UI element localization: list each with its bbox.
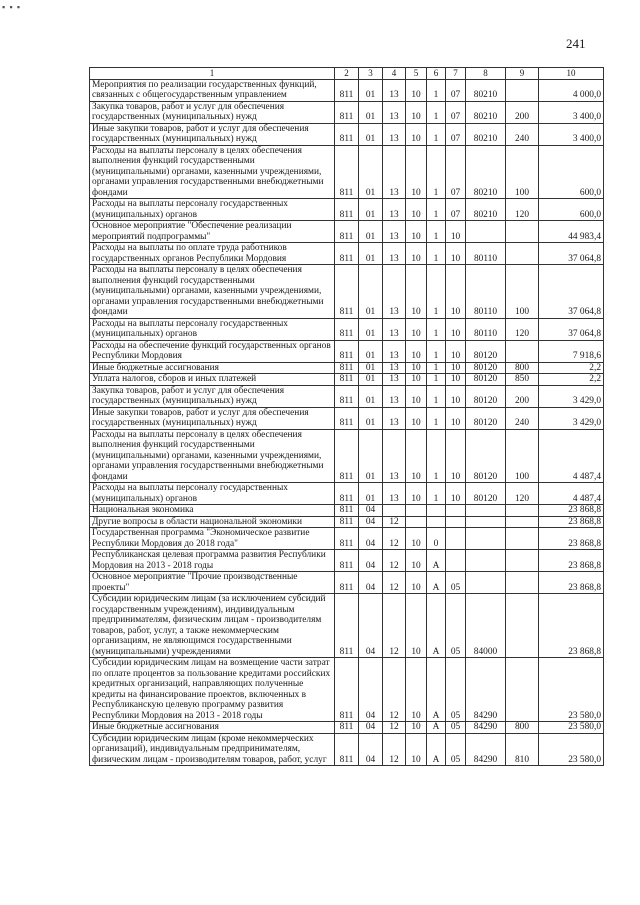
code-cell: 12 — [383, 516, 406, 528]
code-cell: 10 — [406, 199, 427, 221]
table-row — [90, 722, 604, 734]
code-cell — [466, 505, 506, 517]
row-name: Закупка товаров, работ и услуг для обеспечения государственных (муниципальных) нужд — [90, 385, 335, 407]
row-name: Закупка товаров, работ и услуг для обеспечения государственных (муниципальных) нужд — [90, 101, 335, 123]
page-number: 241 — [566, 36, 586, 51]
code-cell: 10 — [406, 265, 427, 319]
code-cell: 04 — [359, 572, 383, 594]
code-cell: 10 — [406, 407, 427, 429]
code-cell: 10 — [406, 79, 427, 101]
row-name: Иные закупки товаров, работ и услуг для обеспечения государственных (муниципальных) нужд — [90, 123, 335, 145]
code-cell — [506, 550, 539, 572]
code-cell: 13 — [383, 221, 406, 243]
code-cell — [506, 79, 539, 101]
amount-cell: 23 580,0 — [539, 722, 604, 734]
table-row — [90, 528, 604, 550]
table-row — [90, 483, 604, 505]
amount-cell: 23 580,0 — [539, 733, 604, 766]
code-cell: 1 — [427, 199, 446, 221]
code-cell: 10 — [446, 483, 466, 505]
amount-cell: 3 400,0 — [539, 123, 604, 145]
header-cell: 8 — [466, 68, 506, 80]
code-cell: 12 — [383, 722, 406, 734]
code-cell: 13 — [383, 243, 406, 265]
code-cell: 1 — [427, 374, 446, 386]
code-cell — [446, 550, 466, 572]
code-cell: 07 — [446, 123, 466, 145]
table-row — [90, 505, 604, 517]
code-cell: 10 — [406, 374, 427, 386]
code-cell: 811 — [335, 362, 359, 374]
code-cell: 04 — [359, 505, 383, 517]
table-row — [90, 243, 604, 265]
code-cell: 811 — [335, 505, 359, 517]
code-cell: 84290 — [466, 658, 506, 722]
header-cell: 5 — [406, 68, 427, 80]
code-cell: 10 — [406, 221, 427, 243]
code-cell: 811 — [335, 385, 359, 407]
code-cell: 01 — [359, 340, 383, 362]
amount-cell: 2,2 — [539, 374, 604, 386]
code-cell: 10 — [446, 407, 466, 429]
code-cell: 120 — [506, 199, 539, 221]
code-cell — [506, 516, 539, 528]
row-name: Субсидии юридическим лицам (за исключением субсидий государственным учреждениям), индивидуальным предпринимателям, физическим лицам - производителям товаров, работ, услуг, а также некоммерческим организациям, не являющимся государственными (муниципальными) учреждениями — [90, 594, 335, 658]
amount-cell: 600,0 — [539, 145, 604, 199]
code-cell: 811 — [335, 429, 359, 483]
code-cell: 12 — [383, 594, 406, 658]
code-cell: 13 — [383, 79, 406, 101]
code-cell: 13 — [383, 385, 406, 407]
row-name: Иные закупки товаров, работ и услуг для обеспечения государственных (муниципальных) нужд — [90, 407, 335, 429]
row-name: Расходы на выплаты персоналу государственных (муниципальных) органов — [90, 199, 335, 221]
code-cell: 80120 — [466, 374, 506, 386]
code-cell: 01 — [359, 145, 383, 199]
code-cell: 04 — [359, 516, 383, 528]
code-cell: 811 — [335, 340, 359, 362]
code-cell: 80120 — [466, 362, 506, 374]
code-cell: 12 — [383, 658, 406, 722]
row-name: Субсидии юридическим лицам на возмещение части затрат по оплате процентов за пользование кредитами российских кредитных организаций, направляющих полученные кредиты на финансирование проектов, включенных в Республиканскую целевую программу развития Республики Мордовия на 2013 - 2018 годы — [90, 658, 335, 722]
code-cell: 80120 — [466, 340, 506, 362]
code-cell: 100 — [506, 265, 539, 319]
code-cell: 10 — [406, 550, 427, 572]
code-cell: 10 — [446, 243, 466, 265]
code-cell: 10 — [406, 362, 427, 374]
code-cell: А — [427, 550, 446, 572]
code-cell: 10 — [406, 385, 427, 407]
code-cell: 84000 — [466, 594, 506, 658]
code-cell: 10 — [406, 483, 427, 505]
code-cell: 10 — [446, 362, 466, 374]
code-cell: 10 — [406, 594, 427, 658]
code-cell: 80210 — [466, 199, 506, 221]
table-row — [90, 572, 604, 594]
table-row — [90, 550, 604, 572]
code-cell: 01 — [359, 429, 383, 483]
code-cell: 01 — [359, 374, 383, 386]
amount-cell: 3 429,0 — [539, 385, 604, 407]
row-name: Основное мероприятие "Обеспечение реализации мероприятий подпрограммы" — [90, 221, 335, 243]
code-cell: 80120 — [466, 407, 506, 429]
table-row — [90, 374, 604, 386]
table-body — [90, 68, 604, 766]
table-row — [90, 594, 604, 658]
code-cell: 10 — [406, 145, 427, 199]
corner-marks: ▪ ▪ ▪ — [2, 2, 22, 12]
code-cell — [506, 243, 539, 265]
code-cell: 240 — [506, 123, 539, 145]
code-cell: 10 — [406, 243, 427, 265]
code-cell: 01 — [359, 101, 383, 123]
code-cell: 04 — [359, 550, 383, 572]
code-cell — [427, 516, 446, 528]
row-name: Расходы на выплаты персоналу в целях обеспечения выполнения функций государственными (муниципальными) органами, казенными учреждениями, органами управления государственными внебюджетными фондами — [90, 145, 335, 199]
code-cell: 850 — [506, 374, 539, 386]
code-cell: 811 — [335, 221, 359, 243]
row-name: Республиканская целевая программа развития Республики Мордовия на 2013 - 2018 годы — [90, 550, 335, 572]
code-cell: А — [427, 572, 446, 594]
code-cell: 100 — [506, 429, 539, 483]
row-name: Национальная экономика — [90, 505, 335, 517]
amount-cell: 4 487,4 — [539, 483, 604, 505]
row-name: Расходы на выплаты по оплате труда работников государственных органов Республики Мордовия — [90, 243, 335, 265]
table-row — [90, 123, 604, 145]
code-cell: 811 — [335, 101, 359, 123]
header-cell: 10 — [539, 68, 604, 80]
code-cell: 10 — [446, 385, 466, 407]
amount-cell: 23 868,8 — [539, 594, 604, 658]
amount-cell: 2,2 — [539, 362, 604, 374]
code-cell: 10 — [406, 722, 427, 734]
code-cell: 200 — [506, 385, 539, 407]
header-cell: 3 — [359, 68, 383, 80]
code-cell: 1 — [427, 340, 446, 362]
code-cell — [466, 516, 506, 528]
code-cell: 10 — [406, 101, 427, 123]
code-cell: 811 — [335, 243, 359, 265]
code-cell: 810 — [506, 733, 539, 766]
code-cell: 800 — [506, 722, 539, 734]
code-cell: 07 — [446, 199, 466, 221]
code-cell: 05 — [446, 722, 466, 734]
code-cell: 12 — [383, 528, 406, 550]
row-name: Уплата налогов, сборов и иных платежей — [90, 374, 335, 386]
code-cell: 80110 — [466, 265, 506, 319]
code-cell — [466, 528, 506, 550]
code-cell: 811 — [335, 318, 359, 340]
code-cell: 04 — [359, 594, 383, 658]
row-name: Расходы на выплаты персоналу в целях обеспечения выполнения функций государственными (муниципальными) органами, казенными учреждениями, органами управления государственными внебюджетными фондами — [90, 429, 335, 483]
code-cell: 1 — [427, 429, 446, 483]
code-cell: 811 — [335, 528, 359, 550]
code-cell: 84290 — [466, 722, 506, 734]
code-cell: 13 — [383, 340, 406, 362]
code-cell: 80120 — [466, 483, 506, 505]
code-cell — [506, 572, 539, 594]
code-cell: 811 — [335, 123, 359, 145]
code-cell: 10 — [446, 340, 466, 362]
code-cell: 1 — [427, 243, 446, 265]
code-cell: 811 — [335, 199, 359, 221]
code-cell — [466, 221, 506, 243]
code-cell: 1 — [427, 407, 446, 429]
code-cell: 10 — [406, 528, 427, 550]
code-cell — [466, 572, 506, 594]
amount-cell: 37 064,8 — [539, 243, 604, 265]
code-cell: 80110 — [466, 318, 506, 340]
code-cell: 01 — [359, 265, 383, 319]
code-cell: 811 — [335, 733, 359, 766]
table-row — [90, 318, 604, 340]
code-cell: 13 — [383, 265, 406, 319]
amount-cell: 37 064,8 — [539, 265, 604, 319]
code-cell: 1 — [427, 483, 446, 505]
code-cell: 80210 — [466, 145, 506, 199]
code-cell: 811 — [335, 407, 359, 429]
code-cell — [446, 505, 466, 517]
code-cell: 1 — [427, 362, 446, 374]
amount-cell: 23 580,0 — [539, 658, 604, 722]
code-cell: 811 — [335, 594, 359, 658]
code-cell: 10 — [406, 658, 427, 722]
code-cell: 13 — [383, 199, 406, 221]
table-row — [90, 221, 604, 243]
code-cell: 1 — [427, 101, 446, 123]
code-cell: 05 — [446, 594, 466, 658]
amount-cell: 600,0 — [539, 199, 604, 221]
table-row — [90, 658, 604, 722]
table-row — [90, 79, 604, 101]
code-cell: А — [427, 594, 446, 658]
code-cell — [406, 516, 427, 528]
code-cell: 80120 — [466, 429, 506, 483]
code-cell: 04 — [359, 528, 383, 550]
code-cell: 811 — [335, 265, 359, 319]
table-row — [90, 199, 604, 221]
code-cell: 10 — [406, 318, 427, 340]
code-cell: 13 — [383, 407, 406, 429]
code-cell: 07 — [446, 101, 466, 123]
code-cell: 01 — [359, 79, 383, 101]
code-cell: 811 — [335, 658, 359, 722]
code-cell: 1 — [427, 385, 446, 407]
code-cell — [406, 505, 427, 517]
header-cell: 1 — [90, 68, 335, 80]
row-name: Иные бюджетные ассигнования — [90, 722, 335, 734]
code-cell — [446, 528, 466, 550]
code-cell: 01 — [359, 318, 383, 340]
row-name: Расходы на выплаты персоналу в целях обеспечения выполнения функций государственными (муниципальными) органами, казенными учреждениями, органами управления государственными внебюджетными фондами — [90, 265, 335, 319]
code-cell: 13 — [383, 101, 406, 123]
table-header-row — [90, 68, 604, 80]
table-row — [90, 362, 604, 374]
header-cell: 4 — [383, 68, 406, 80]
code-cell: 84290 — [466, 733, 506, 766]
code-cell: 04 — [359, 658, 383, 722]
row-name: Расходы на обеспечение функций государственных органов Республики Мордовия — [90, 340, 335, 362]
header-cell: 9 — [506, 68, 539, 80]
amount-cell: 23 868,8 — [539, 572, 604, 594]
table-row — [90, 385, 604, 407]
code-cell: 05 — [446, 733, 466, 766]
code-cell — [506, 505, 539, 517]
code-cell: 01 — [359, 362, 383, 374]
code-cell: 10 — [406, 733, 427, 766]
code-cell: 120 — [506, 318, 539, 340]
code-cell: 01 — [359, 243, 383, 265]
amount-cell: 44 983,4 — [539, 221, 604, 243]
amount-cell: 7 918,6 — [539, 340, 604, 362]
code-cell: 811 — [335, 516, 359, 528]
code-cell: 01 — [359, 123, 383, 145]
code-cell: 240 — [506, 407, 539, 429]
code-cell: 1 — [427, 145, 446, 199]
table-row — [90, 407, 604, 429]
code-cell: 13 — [383, 145, 406, 199]
code-cell: 120 — [506, 483, 539, 505]
amount-cell: 4 487,4 — [539, 429, 604, 483]
code-cell: 10 — [446, 221, 466, 243]
code-cell: 0 — [427, 528, 446, 550]
code-cell: 10 — [406, 123, 427, 145]
code-cell: 12 — [383, 550, 406, 572]
code-cell: 10 — [446, 374, 466, 386]
code-cell — [506, 594, 539, 658]
table-row — [90, 340, 604, 362]
code-cell: 13 — [383, 318, 406, 340]
code-cell: А — [427, 722, 446, 734]
table-row — [90, 101, 604, 123]
code-cell: 04 — [359, 722, 383, 734]
amount-cell: 37 064,8 — [539, 318, 604, 340]
code-cell: 04 — [359, 733, 383, 766]
code-cell: А — [427, 658, 446, 722]
code-cell: 1 — [427, 79, 446, 101]
code-cell: 01 — [359, 483, 383, 505]
amount-cell: 4 000,0 — [539, 79, 604, 101]
code-cell: 10 — [446, 318, 466, 340]
code-cell: 10 — [406, 572, 427, 594]
code-cell: 811 — [335, 722, 359, 734]
code-cell: 10 — [446, 429, 466, 483]
amount-cell: 23 868,8 — [539, 550, 604, 572]
code-cell — [383, 505, 406, 517]
table-row — [90, 265, 604, 319]
row-name: Субсидии юридическим лицам (кроме некоммерческих организаций), индивидуальным предпринимателям, физическим лицам - производителям товаров, работ, услуг — [90, 733, 335, 766]
budget-table — [89, 67, 604, 766]
code-cell — [427, 505, 446, 517]
code-cell: 811 — [335, 572, 359, 594]
code-cell: 100 — [506, 145, 539, 199]
code-cell: 80210 — [466, 79, 506, 101]
code-cell: 800 — [506, 362, 539, 374]
code-cell: 12 — [383, 733, 406, 766]
row-name: Другие вопросы в области национальной экономики — [90, 516, 335, 528]
code-cell: 80210 — [466, 101, 506, 123]
code-cell: 80210 — [466, 123, 506, 145]
row-name: Расходы на выплаты персоналу государственных (муниципальных) органов — [90, 318, 335, 340]
amount-cell: 23 868,8 — [539, 505, 604, 517]
code-cell: 13 — [383, 362, 406, 374]
row-name: Государственная программа "Экономическое развитие Республики Мордовия до 2018 года" — [90, 528, 335, 550]
code-cell: 200 — [506, 101, 539, 123]
code-cell: 10 — [406, 340, 427, 362]
amount-cell: 23 868,8 — [539, 516, 604, 528]
row-name: Расходы на выплаты персоналу государственных (муниципальных) органов — [90, 483, 335, 505]
code-cell: 811 — [335, 79, 359, 101]
code-cell: 13 — [383, 123, 406, 145]
code-cell: 811 — [335, 550, 359, 572]
table-row — [90, 516, 604, 528]
code-cell — [506, 658, 539, 722]
amount-cell: 23 868,8 — [539, 528, 604, 550]
code-cell — [506, 221, 539, 243]
code-cell: 10 — [406, 429, 427, 483]
code-cell: 01 — [359, 385, 383, 407]
code-cell: 05 — [446, 658, 466, 722]
code-cell: 05 — [446, 572, 466, 594]
header-cell: 7 — [446, 68, 466, 80]
header-cell: 6 — [427, 68, 446, 80]
table-row — [90, 145, 604, 199]
code-cell: 13 — [383, 429, 406, 483]
row-name: Основное мероприятие "Прочие производственные проекты" — [90, 572, 335, 594]
code-cell — [446, 516, 466, 528]
code-cell: 1 — [427, 318, 446, 340]
code-cell: 1 — [427, 221, 446, 243]
code-cell: 811 — [335, 145, 359, 199]
code-cell: 13 — [383, 483, 406, 505]
code-cell: А — [427, 733, 446, 766]
code-cell: 13 — [383, 374, 406, 386]
code-cell: 10 — [446, 265, 466, 319]
code-cell — [506, 528, 539, 550]
header-cell: 2 — [335, 68, 359, 80]
code-cell: 80110 — [466, 243, 506, 265]
table-row — [90, 733, 604, 766]
amount-cell: 3 429,0 — [539, 407, 604, 429]
code-cell — [466, 550, 506, 572]
row-name: Мероприятия по реализации государственных функций, связанных с общегосударственным управлением — [90, 79, 335, 101]
amount-cell: 3 400,0 — [539, 101, 604, 123]
code-cell: 01 — [359, 199, 383, 221]
code-cell: 12 — [383, 572, 406, 594]
table-row — [90, 429, 604, 483]
code-cell: 01 — [359, 221, 383, 243]
code-cell — [506, 340, 539, 362]
code-cell: 811 — [335, 483, 359, 505]
code-cell: 80120 — [466, 385, 506, 407]
code-cell: 1 — [427, 123, 446, 145]
code-cell: 07 — [446, 145, 466, 199]
row-name: Иные бюджетные ассигнования — [90, 362, 335, 374]
code-cell: 811 — [335, 374, 359, 386]
code-cell: 01 — [359, 407, 383, 429]
code-cell: 1 — [427, 265, 446, 319]
code-cell: 07 — [446, 79, 466, 101]
